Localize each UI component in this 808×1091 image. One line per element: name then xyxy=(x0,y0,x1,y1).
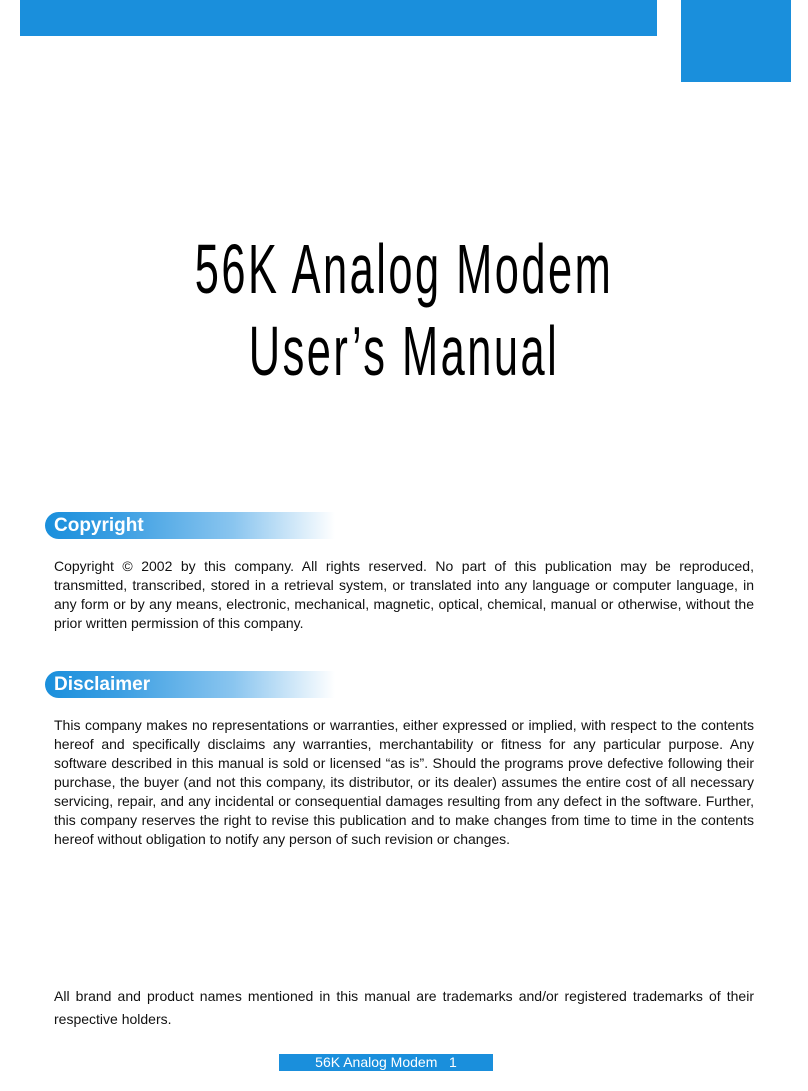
page-footer: 56K Analog Modem 1 xyxy=(279,1054,493,1071)
title-line-1: 56K Analog Modem xyxy=(194,230,614,308)
disclaimer-header xyxy=(45,671,335,698)
disclaimer-heading: Disclaimer xyxy=(54,674,151,695)
copyright-heading: Copyright xyxy=(54,515,144,536)
disclaimer-text: This company makes no representations or warranties, either expressed or implied, with respect to the contents hereof and specifically disclaims any warranties, merchantability or fitness for any particular purpose. Any software described in this manual is sold or licensed “as is”. Should the programs prove defective following their purchase, the buyer (and not this company, its distributor, or its dealer) assumes the entire cost of all necessary servicing, repair, and any incidental or consequential damages resulting from any defect in the software. Further, this company reserves the right to revise this publication and to make changes from time to time in the contents hereof without obligation to notify any person of such revision or changes. xyxy=(54,717,754,847)
trademark-note: All brand and product names mentioned in this manual are trademarks and/or registered trademarks of their respective holders. xyxy=(54,988,754,1027)
copyright-text: Copyright © 2002 by this company. All rights reserved. No part of this publication may be reproduced, transmitted, transcribed, stored in a retrieval system, or translated into any language or computer language, in any form or by any means, electronic, mechanical, magnetic, optical, chemical, manual or otherwise, without the prior written permission of this company. xyxy=(54,558,754,631)
copyright-header xyxy=(45,512,335,539)
title-line-2: User’s Manual xyxy=(248,312,560,390)
top-accent-bar xyxy=(20,0,657,36)
document-title xyxy=(0,228,808,392)
top-accent-block xyxy=(681,0,791,82)
